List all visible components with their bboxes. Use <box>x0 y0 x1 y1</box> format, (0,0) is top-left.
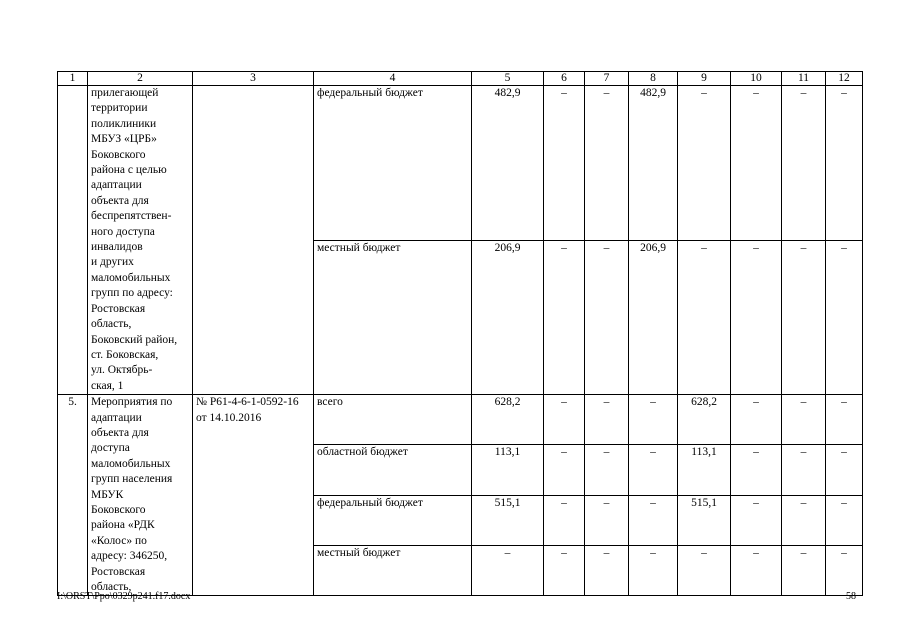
text-line: Боковского <box>91 503 146 516</box>
value-cell: – <box>826 495 863 545</box>
value-cell: – <box>678 240 731 395</box>
value-cell: – <box>731 495 782 545</box>
text-line: района с целью <box>91 164 167 177</box>
funding-source: областной бюджет <box>314 445 472 495</box>
text-line: от 14.10.2016 <box>196 411 262 424</box>
funding-source: местный бюджет <box>314 546 472 596</box>
text-line: ст. Боковская, <box>91 348 159 361</box>
value-cell: – <box>826 395 863 445</box>
value-cell: – <box>544 445 585 495</box>
value-cell: – <box>782 495 826 545</box>
item-number <box>58 86 88 395</box>
text-line: Ростовская <box>91 565 146 578</box>
text-line: адаптации <box>91 411 142 424</box>
text-line: маломобильных <box>91 457 171 470</box>
value-cell: – <box>544 395 585 445</box>
value-cell: – <box>826 240 863 395</box>
text-line: «Колос» по <box>91 534 147 547</box>
item-name <box>88 86 193 395</box>
value-cell: – <box>629 495 678 545</box>
text-line: № Р61-4-6-1-0592-16 <box>196 396 299 409</box>
value-cell: – <box>585 86 629 241</box>
text-line: Боковский район, <box>91 333 178 346</box>
header-cell: 8 <box>629 72 678 86</box>
header-cell: 3 <box>193 72 314 86</box>
table-row <box>58 86 863 241</box>
text-line: и других <box>91 256 134 269</box>
value-cell: – <box>585 395 629 445</box>
value-cell: – <box>678 86 731 241</box>
text-line: групп по адресу: <box>91 287 173 300</box>
text-line: объекта для <box>91 426 149 439</box>
value-cell: – <box>585 240 629 395</box>
value-cell: – <box>544 495 585 545</box>
value-cell: – <box>544 86 585 241</box>
value-cell: – <box>544 546 585 596</box>
value-cell: – <box>782 395 826 445</box>
text-line: адаптации <box>91 179 142 192</box>
funding-source: федеральный бюджет <box>314 86 472 241</box>
value-cell: – <box>629 546 678 596</box>
header-cell: 5 <box>472 72 544 86</box>
item-name <box>88 395 193 596</box>
text-line: область, <box>91 581 132 593</box>
funding-source: федеральный бюджет <box>314 495 472 545</box>
value-cell: 113,1 <box>472 445 544 495</box>
value-cell: – <box>629 395 678 445</box>
value-cell: – <box>731 546 782 596</box>
funding-source: всего <box>314 395 472 445</box>
text-line: Ростовская <box>91 302 146 315</box>
value-cell: 628,2 <box>678 395 731 445</box>
value-cell: 482,9 <box>629 86 678 241</box>
header-cell: 4 <box>314 72 472 86</box>
header-cell: 7 <box>585 72 629 86</box>
value-cell: 206,9 <box>472 240 544 395</box>
text-line: область, <box>91 318 132 331</box>
value-cell: 515,1 <box>472 495 544 545</box>
text-line: ская, 1 <box>91 379 124 392</box>
text-line: групп населения <box>91 473 173 486</box>
text-line: адресу: 346250, <box>91 550 168 563</box>
text-line: объекта для <box>91 194 149 207</box>
text-line: Мероприятия по <box>91 396 173 409</box>
value-cell: – <box>585 445 629 495</box>
value-cell: – <box>678 546 731 596</box>
value-cell: – <box>826 546 863 596</box>
value-cell: – <box>731 86 782 241</box>
text-line: ул. Октябрь- <box>91 364 153 377</box>
text-line: доступа <box>91 442 130 455</box>
text-line: ного доступа <box>91 225 155 238</box>
page-number: 58 <box>846 591 856 602</box>
funding-source: местный бюджет <box>314 240 472 395</box>
header-cell: 6 <box>544 72 585 86</box>
text-line: прилегающей <box>91 87 159 99</box>
value-cell: 482,9 <box>472 86 544 241</box>
column-number-row <box>58 72 863 86</box>
value-cell: – <box>544 240 585 395</box>
value-cell: 113,1 <box>678 445 731 495</box>
document-ref <box>193 86 314 395</box>
header-cell: 1 <box>58 72 88 86</box>
header-cell: 11 <box>782 72 826 86</box>
item-number: 5. <box>58 395 88 596</box>
document-ref <box>193 395 314 596</box>
header-cell: 12 <box>826 72 863 86</box>
table-row <box>58 395 863 445</box>
value-cell: – <box>585 546 629 596</box>
value-cell: – <box>826 445 863 495</box>
text-line: поликлиники <box>91 117 157 130</box>
value-cell: – <box>731 240 782 395</box>
value-cell: – <box>629 445 678 495</box>
value-cell: – <box>731 445 782 495</box>
text-line: территории <box>91 102 148 115</box>
value-cell: – <box>731 395 782 445</box>
value-cell: 628,2 <box>472 395 544 445</box>
budget-table <box>57 71 863 596</box>
value-cell: – <box>782 86 826 241</box>
file-path: I:\ORST\Ppo\0329p241.f17.docx <box>57 591 191 602</box>
value-cell: – <box>826 86 863 241</box>
text-line: беспрепятствен- <box>91 210 172 223</box>
value-cell: – <box>585 495 629 545</box>
value-cell: 515,1 <box>678 495 731 545</box>
text-line: района «РДК <box>91 519 155 532</box>
text-line: инвалидов <box>91 241 143 254</box>
header-cell: 9 <box>678 72 731 86</box>
text-line: Боковского <box>91 148 146 161</box>
text-line: МБУЗ «ЦРБ» <box>91 133 157 146</box>
value-cell: – <box>782 445 826 495</box>
header-cell: 10 <box>731 72 782 86</box>
text-line: маломобильных <box>91 271 171 284</box>
value-cell: 206,9 <box>629 240 678 395</box>
text-line: МБУК <box>91 488 124 501</box>
value-cell: – <box>782 546 826 596</box>
value-cell: – <box>472 546 544 596</box>
header-cell: 2 <box>88 72 193 86</box>
value-cell: – <box>782 240 826 395</box>
